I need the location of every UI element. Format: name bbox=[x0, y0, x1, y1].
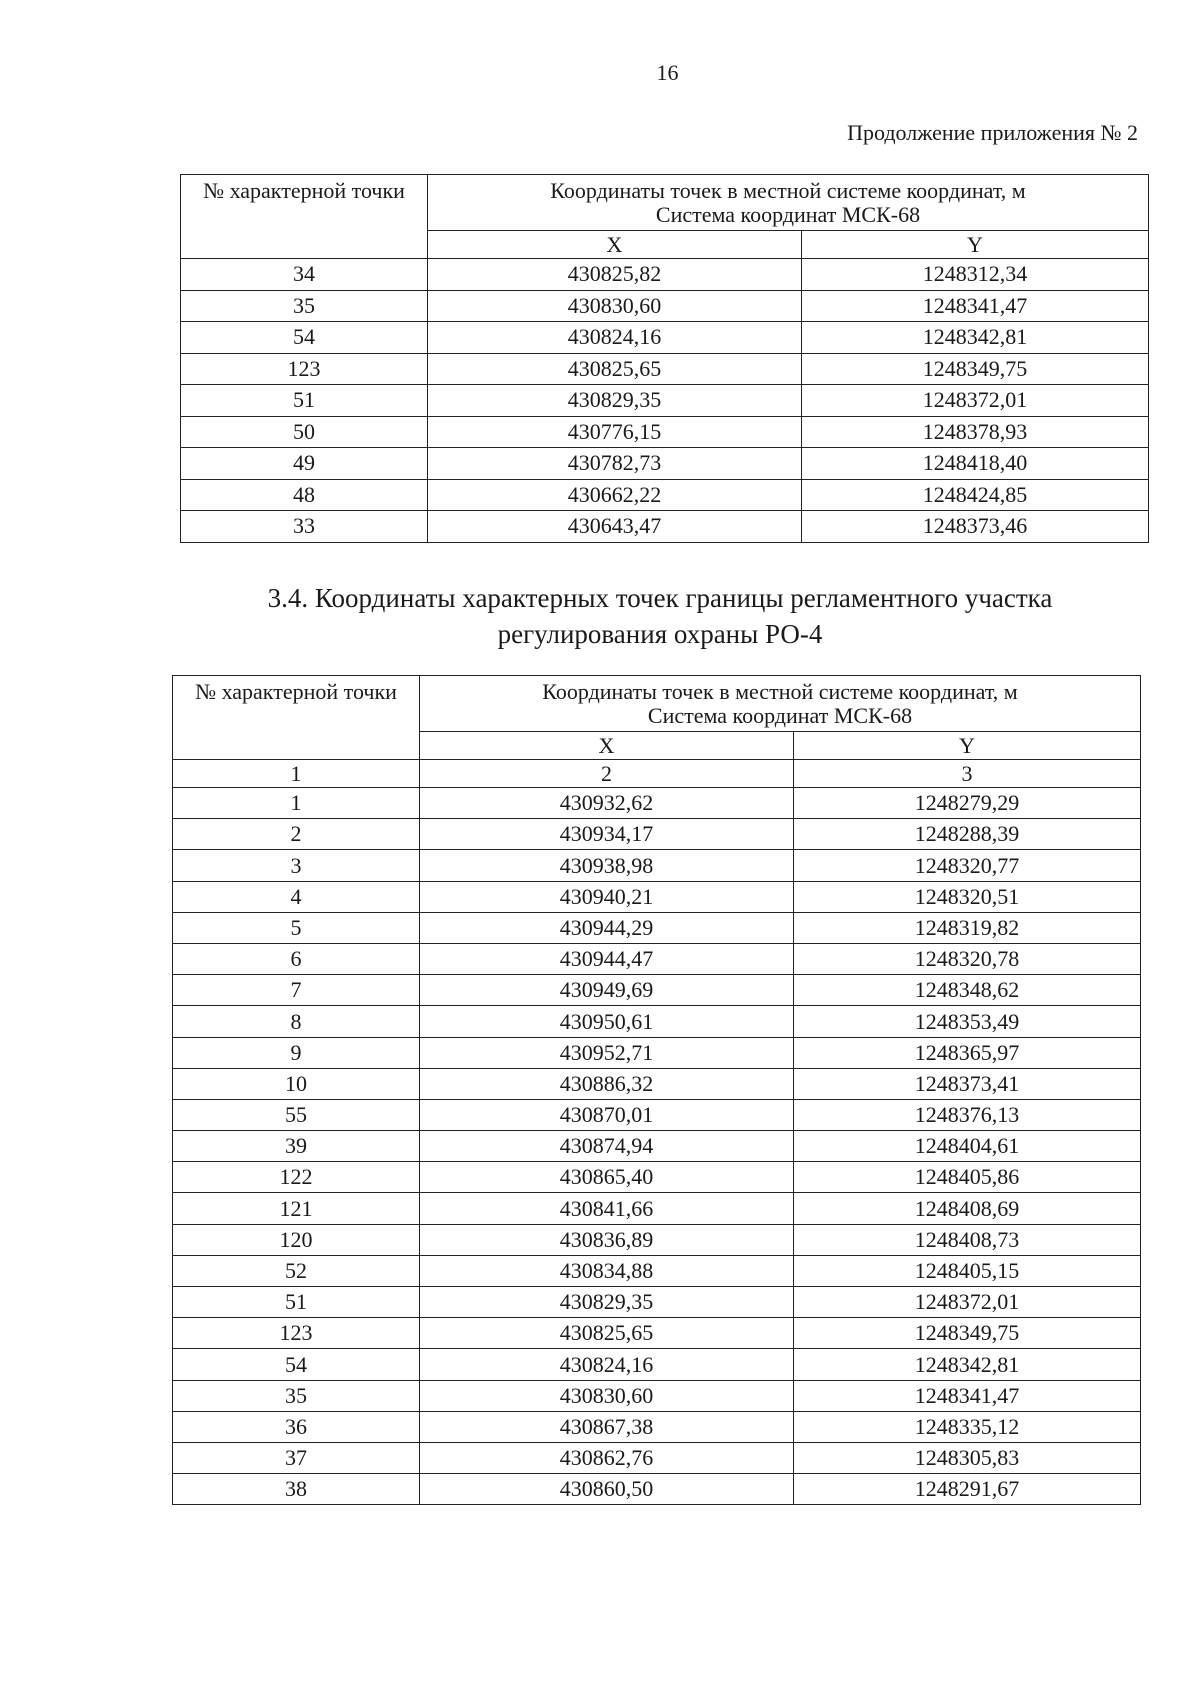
x-coordinate-cell: 430836,89 bbox=[420, 1224, 794, 1255]
header-coordinates bbox=[420, 676, 1141, 732]
point-number-cell: 6 bbox=[173, 943, 420, 974]
point-number-cell: 33 bbox=[181, 511, 428, 543]
y-coordinate-cell: 1248335,12 bbox=[794, 1411, 1141, 1442]
header-coordinates-line2: Система координат МСК-68 bbox=[647, 703, 913, 728]
header-y: Y bbox=[794, 732, 1141, 760]
y-coordinate-cell: 1248341,47 bbox=[802, 290, 1149, 322]
header-coordinates-line1: Координаты точек в местной системе координат, м bbox=[550, 178, 1026, 204]
point-number-cell: 5 bbox=[173, 912, 420, 943]
y-coordinate-cell: 1248404,61 bbox=[794, 1131, 1141, 1162]
y-coordinate-cell: 1248342,81 bbox=[794, 1349, 1141, 1380]
point-number-cell: 54 bbox=[173, 1349, 420, 1380]
table-row bbox=[181, 385, 1149, 417]
table-row bbox=[173, 881, 1141, 912]
y-coordinate-cell: 1248405,86 bbox=[794, 1162, 1141, 1193]
section-title bbox=[160, 580, 1160, 653]
table-row bbox=[173, 1162, 1141, 1193]
point-number-cell: 2 bbox=[173, 819, 420, 850]
y-coordinate-cell: 1248365,97 bbox=[794, 1037, 1141, 1068]
header-x: X bbox=[428, 231, 802, 259]
x-coordinate-cell: 430870,01 bbox=[420, 1099, 794, 1130]
x-coordinate-cell: 430940,21 bbox=[420, 881, 794, 912]
point-number-cell: 10 bbox=[173, 1068, 420, 1099]
x-coordinate-cell: 430862,76 bbox=[420, 1442, 794, 1473]
x-coordinate-cell: 430829,35 bbox=[420, 1287, 794, 1318]
table-row bbox=[173, 1349, 1141, 1380]
table-row bbox=[173, 1131, 1141, 1162]
point-number-cell: 37 bbox=[173, 1442, 420, 1473]
y-coordinate-cell: 1248408,69 bbox=[794, 1193, 1141, 1224]
y-coordinate-cell: 1248312,34 bbox=[802, 259, 1149, 291]
point-number-cell: 55 bbox=[173, 1099, 420, 1130]
point-number-cell: 7 bbox=[173, 975, 420, 1006]
table-row bbox=[173, 943, 1141, 974]
y-coordinate-cell: 1248320,78 bbox=[794, 943, 1141, 974]
x-coordinate-cell: 430782,73 bbox=[428, 448, 802, 480]
point-number-cell: 123 bbox=[181, 353, 428, 385]
table-row bbox=[173, 1318, 1141, 1349]
point-number-cell: 35 bbox=[173, 1380, 420, 1411]
y-coordinate-cell: 1248405,15 bbox=[794, 1255, 1141, 1286]
table-row bbox=[173, 1193, 1141, 1224]
x-coordinate-cell: 430830,60 bbox=[428, 290, 802, 322]
x-coordinate-cell: 430824,16 bbox=[428, 322, 802, 354]
x-coordinate-cell: 430776,15 bbox=[428, 416, 802, 448]
table-row bbox=[181, 479, 1149, 511]
table-row bbox=[173, 788, 1141, 819]
column-number-3: 3 bbox=[794, 760, 1141, 788]
x-coordinate-cell: 430825,65 bbox=[420, 1318, 794, 1349]
table-row bbox=[173, 1068, 1141, 1099]
y-coordinate-cell: 1248424,85 bbox=[802, 479, 1149, 511]
x-coordinate-cell: 430874,94 bbox=[420, 1131, 794, 1162]
table-row bbox=[181, 511, 1149, 543]
table-row bbox=[173, 1037, 1141, 1068]
point-number-cell: 36 bbox=[173, 1411, 420, 1442]
point-number-cell: 38 bbox=[173, 1474, 420, 1505]
point-number-cell: 9 bbox=[173, 1037, 420, 1068]
y-coordinate-cell: 1248373,41 bbox=[794, 1068, 1141, 1099]
point-number-cell: 54 bbox=[181, 322, 428, 354]
y-coordinate-cell: 1248353,49 bbox=[794, 1006, 1141, 1037]
point-number-cell: 50 bbox=[181, 416, 428, 448]
table-row bbox=[173, 1442, 1141, 1473]
coordinates-table-1 bbox=[180, 174, 1149, 543]
point-number-cell: 51 bbox=[173, 1287, 420, 1318]
x-coordinate-cell: 430825,82 bbox=[428, 259, 802, 291]
table-row bbox=[181, 448, 1149, 480]
x-coordinate-cell: 430860,50 bbox=[420, 1474, 794, 1505]
x-coordinate-cell: 430950,61 bbox=[420, 1006, 794, 1037]
table-row bbox=[181, 259, 1149, 291]
table-row bbox=[173, 1099, 1141, 1130]
x-coordinate-cell: 430662,22 bbox=[428, 479, 802, 511]
x-coordinate-cell: 430834,88 bbox=[420, 1255, 794, 1286]
point-number-cell: 121 bbox=[173, 1193, 420, 1224]
table-row bbox=[173, 1255, 1141, 1286]
x-coordinate-cell: 430841,66 bbox=[420, 1193, 794, 1224]
y-coordinate-cell: 1248279,29 bbox=[794, 788, 1141, 819]
point-number-cell: 4 bbox=[173, 881, 420, 912]
x-coordinate-cell: 430825,65 bbox=[428, 353, 802, 385]
point-number-cell: 49 bbox=[181, 448, 428, 480]
y-coordinate-cell: 1248408,73 bbox=[794, 1224, 1141, 1255]
x-coordinate-cell: 430867,38 bbox=[420, 1411, 794, 1442]
point-number-cell: 1 bbox=[173, 788, 420, 819]
point-number-cell: 48 bbox=[181, 479, 428, 511]
y-coordinate-cell: 1248341,47 bbox=[794, 1380, 1141, 1411]
appendix-continuation-label: Продолжение приложения № 2 bbox=[847, 120, 1138, 145]
point-number-cell: 122 bbox=[173, 1162, 420, 1193]
header-coordinates-line1: Координаты точек в местной системе координат, м bbox=[542, 679, 1018, 705]
page-number: 16 bbox=[656, 60, 679, 85]
point-number-cell: 52 bbox=[173, 1255, 420, 1286]
x-coordinate-cell: 430949,69 bbox=[420, 975, 794, 1006]
point-number-cell: 51 bbox=[181, 385, 428, 417]
point-number-cell: 123 bbox=[173, 1318, 420, 1349]
y-coordinate-cell: 1248320,51 bbox=[794, 881, 1141, 912]
x-coordinate-cell: 430944,29 bbox=[420, 912, 794, 943]
header-y: Y bbox=[802, 231, 1149, 259]
coordinates-table-2 bbox=[172, 675, 1141, 1505]
header-coordinates bbox=[428, 175, 1149, 231]
section-title-line2: регулирования охраны РО-4 bbox=[497, 619, 823, 650]
column-number-1: 1 bbox=[173, 760, 420, 788]
table-row bbox=[181, 353, 1149, 385]
x-coordinate-cell: 430643,47 bbox=[428, 511, 802, 543]
header-coordinates-line2: Система координат МСК-68 bbox=[655, 202, 921, 227]
table-row bbox=[173, 975, 1141, 1006]
table-row bbox=[173, 1006, 1141, 1037]
x-coordinate-cell: 430934,17 bbox=[420, 819, 794, 850]
y-coordinate-cell: 1248342,81 bbox=[802, 322, 1149, 354]
section-title-line1: 3.4. Координаты характерных точек границы регламентного участка bbox=[267, 583, 1053, 613]
header-point-number: № характерной точки bbox=[181, 175, 428, 259]
y-coordinate-cell: 1248288,39 bbox=[794, 819, 1141, 850]
y-coordinate-cell: 1248349,75 bbox=[802, 353, 1149, 385]
table-row bbox=[173, 1380, 1141, 1411]
table-row bbox=[173, 1474, 1141, 1505]
y-coordinate-cell: 1248372,01 bbox=[802, 385, 1149, 417]
table-row bbox=[173, 1224, 1141, 1255]
y-coordinate-cell: 1248376,13 bbox=[794, 1099, 1141, 1130]
y-coordinate-cell: 1248418,40 bbox=[802, 448, 1149, 480]
header-x: X bbox=[420, 732, 794, 760]
y-coordinate-cell: 1248305,83 bbox=[794, 1442, 1141, 1473]
table-row bbox=[173, 1411, 1141, 1442]
x-coordinate-cell: 430944,47 bbox=[420, 943, 794, 974]
x-coordinate-cell: 430829,35 bbox=[428, 385, 802, 417]
x-coordinate-cell: 430830,60 bbox=[420, 1380, 794, 1411]
table-row bbox=[181, 290, 1149, 322]
y-coordinate-cell: 1248320,77 bbox=[794, 850, 1141, 881]
x-coordinate-cell: 430824,16 bbox=[420, 1349, 794, 1380]
table-row bbox=[173, 819, 1141, 850]
point-number-cell: 8 bbox=[173, 1006, 420, 1037]
x-coordinate-cell: 430886,32 bbox=[420, 1068, 794, 1099]
x-coordinate-cell: 430932,62 bbox=[420, 788, 794, 819]
point-number-cell: 3 bbox=[173, 850, 420, 881]
table-row bbox=[181, 416, 1149, 448]
header-point-number: № характерной точки bbox=[173, 676, 420, 760]
table-row bbox=[181, 322, 1149, 354]
y-coordinate-cell: 1248319,82 bbox=[794, 912, 1141, 943]
point-number-cell: 39 bbox=[173, 1131, 420, 1162]
y-coordinate-cell: 1248378,93 bbox=[802, 416, 1149, 448]
y-coordinate-cell: 1248373,46 bbox=[802, 511, 1149, 543]
table-row bbox=[173, 1287, 1141, 1318]
point-number-cell: 120 bbox=[173, 1224, 420, 1255]
x-coordinate-cell: 430938,98 bbox=[420, 850, 794, 881]
y-coordinate-cell: 1248349,75 bbox=[794, 1318, 1141, 1349]
y-coordinate-cell: 1248348,62 bbox=[794, 975, 1141, 1006]
x-coordinate-cell: 430952,71 bbox=[420, 1037, 794, 1068]
y-coordinate-cell: 1248291,67 bbox=[794, 1474, 1141, 1505]
column-number-2: 2 bbox=[420, 760, 794, 788]
table-row bbox=[173, 850, 1141, 881]
point-number-cell: 35 bbox=[181, 290, 428, 322]
y-coordinate-cell: 1248372,01 bbox=[794, 1287, 1141, 1318]
table-row bbox=[173, 912, 1141, 943]
point-number-cell: 34 bbox=[181, 259, 428, 291]
x-coordinate-cell: 430865,40 bbox=[420, 1162, 794, 1193]
